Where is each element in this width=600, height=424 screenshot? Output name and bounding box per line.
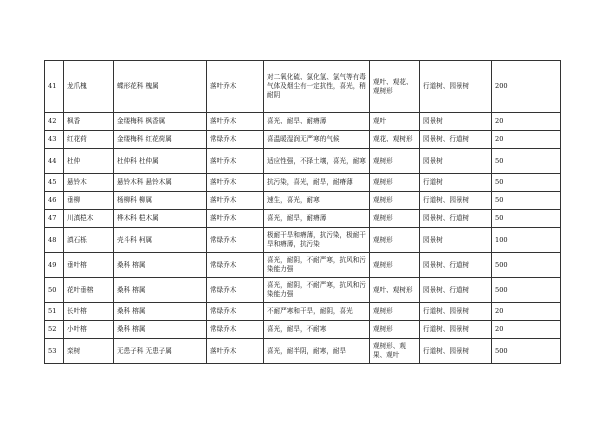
plant-type-cell: 落叶乔木 — [207, 174, 264, 192]
quantity-cell: 200 — [492, 61, 561, 113]
plant-name-cell: 长叶榕 — [64, 303, 114, 321]
plant-type-cell: 落叶乔木 — [207, 113, 264, 131]
plant-name-cell: 杜仲 — [64, 149, 114, 174]
growth-traits-cell: 喜光，耐阴，不耐严寒，抗风和污染能力强 — [264, 253, 370, 278]
row-number-cell: 50 — [45, 278, 64, 303]
ornamental-feature-cell: 观叶、观树形 — [370, 278, 420, 303]
row-number-cell: 47 — [45, 210, 64, 228]
table-row — [45, 303, 561, 321]
growth-traits-cell: 喜光，耐阴，不耐严寒，抗风和污染能力强 — [264, 278, 370, 303]
plant-name-cell: 川滇桤木 — [64, 210, 114, 228]
ornamental-feature-cell: 观树形 — [370, 149, 420, 174]
quantity-cell: 50 — [492, 192, 561, 210]
plant-name-cell: 滇石栎 — [64, 228, 114, 253]
row-number-cell: 52 — [45, 321, 64, 339]
table-row — [45, 61, 561, 113]
growth-traits-cell: 抗污染，喜光，耐旱，耐瘠薄 — [264, 174, 370, 192]
landscape-use-cell: 行道树 — [420, 174, 492, 192]
plant-name-cell: 栾树 — [64, 339, 114, 364]
quantity-cell: 500 — [492, 253, 561, 278]
landscape-use-cell: 行道树、园景树 — [420, 303, 492, 321]
landscape-use-cell: 行道树、园景树 — [420, 61, 492, 113]
quantity-cell: 50 — [492, 174, 561, 192]
growth-traits-cell: 极耐干旱和瘠薄，抗污染，极耐干旱和瘠薄，抗污染 — [264, 228, 370, 253]
row-number-cell: 48 — [45, 228, 64, 253]
plant-type-cell: 常绿乔木 — [207, 131, 264, 149]
ornamental-feature-cell: 观树形 — [370, 321, 420, 339]
plant-table-body — [45, 61, 561, 364]
table-row — [45, 339, 561, 364]
growth-traits-cell: 对二氧化硫、氯化氢、氯气等有毒气体及烟尘有一定抗性，喜光，稍耐阴 — [264, 61, 370, 113]
table-row — [45, 192, 561, 210]
family-genus-cell: 金缕梅科 枫香属 — [114, 113, 207, 131]
plant-type-cell: 常绿乔木 — [207, 253, 264, 278]
family-genus-cell: 桑科 榕属 — [114, 303, 207, 321]
plant-list-sheet — [44, 60, 561, 364]
plant-name-cell: 悬铃木 — [64, 174, 114, 192]
plant-type-cell: 常绿乔木 — [207, 228, 264, 253]
plant-type-cell: 落叶乔木 — [207, 210, 264, 228]
table-row — [45, 253, 561, 278]
family-genus-cell: 桑科 榕属 — [114, 253, 207, 278]
ornamental-feature-cell: 观花、观树形 — [370, 131, 420, 149]
plant-name-cell: 花叶垂榕 — [64, 278, 114, 303]
ornamental-feature-cell: 观树形 — [370, 253, 420, 278]
growth-traits-cell: 喜光，耐旱，不耐寒 — [264, 321, 370, 339]
growth-traits-cell: 喜光，耐半阴，耐寒，耐旱 — [264, 339, 370, 364]
ornamental-feature-cell: 观树形、观果、观叶 — [370, 339, 420, 364]
ornamental-feature-cell: 观叶 — [370, 113, 420, 131]
row-number-cell: 41 — [45, 61, 64, 113]
table-row — [45, 131, 561, 149]
table-row — [45, 278, 561, 303]
growth-traits-cell: 速生，喜光，耐寒 — [264, 192, 370, 210]
ornamental-feature-cell: 观叶、观花、观树形 — [370, 61, 420, 113]
plant-name-cell: 垂柳 — [64, 192, 114, 210]
family-genus-cell: 壳斗科 柯属 — [114, 228, 207, 253]
family-genus-cell: 桦木科 桤木属 — [114, 210, 207, 228]
plant-type-cell: 落叶乔木 — [207, 61, 264, 113]
family-genus-cell: 桑科 榕属 — [114, 278, 207, 303]
plant-name-cell: 龙爪槐 — [64, 61, 114, 113]
plant-type-cell: 落叶乔木 — [207, 339, 264, 364]
quantity-cell: 20 — [492, 131, 561, 149]
growth-traits-cell: 喜温暖湿润无严寒的气候 — [264, 131, 370, 149]
landscape-use-cell: 行道树、园景树 — [420, 321, 492, 339]
table-row — [45, 321, 561, 339]
landscape-use-cell: 行道树、园景树 — [420, 339, 492, 364]
plant-type-cell: 落叶乔木 — [207, 192, 264, 210]
growth-traits-cell: 喜光，耐旱，耐瘠薄 — [264, 210, 370, 228]
ornamental-feature-cell: 观树形 — [370, 228, 420, 253]
row-number-cell: 46 — [45, 192, 64, 210]
plant-type-cell: 常绿乔木 — [207, 303, 264, 321]
family-genus-cell: 无患子科 无患子属 — [114, 339, 207, 364]
row-number-cell: 45 — [45, 174, 64, 192]
ornamental-feature-cell: 观树形 — [370, 192, 420, 210]
landscape-use-cell: 行道树、园景树 — [420, 192, 492, 210]
quantity-cell: 50 — [492, 210, 561, 228]
table-row — [45, 210, 561, 228]
quantity-cell: 20 — [492, 113, 561, 131]
plant-table — [44, 60, 561, 364]
quantity-cell: 20 — [492, 321, 561, 339]
family-genus-cell: 桑科 榕属 — [114, 321, 207, 339]
landscape-use-cell: 园景树、行道树 — [420, 253, 492, 278]
plant-type-cell: 常绿乔木 — [207, 278, 264, 303]
row-number-cell: 44 — [45, 149, 64, 174]
growth-traits-cell: 不耐严寒和干旱，耐阴，喜光 — [264, 303, 370, 321]
table-row — [45, 113, 561, 131]
table-row — [45, 149, 561, 174]
row-number-cell: 49 — [45, 253, 64, 278]
family-genus-cell: 金缕梅科 红花荷属 — [114, 131, 207, 149]
landscape-use-cell: 园景树 — [420, 149, 492, 174]
row-number-cell: 53 — [45, 339, 64, 364]
table-row — [45, 174, 561, 192]
ornamental-feature-cell: 观树形 — [370, 210, 420, 228]
plant-name-cell: 枫香 — [64, 113, 114, 131]
plant-name-cell: 红花荷 — [64, 131, 114, 149]
landscape-use-cell: 园景树、行道树 — [420, 131, 492, 149]
plant-type-cell: 落叶乔木 — [207, 149, 264, 174]
row-number-cell: 42 — [45, 113, 64, 131]
ornamental-feature-cell: 观树形 — [370, 174, 420, 192]
quantity-cell: 500 — [492, 278, 561, 303]
plant-name-cell: 垂叶榕 — [64, 253, 114, 278]
family-genus-cell: 蝶形花科 槐属 — [114, 61, 207, 113]
row-number-cell: 51 — [45, 303, 64, 321]
family-genus-cell: 杜仲科 杜仲属 — [114, 149, 207, 174]
landscape-use-cell: 园景树 — [420, 228, 492, 253]
quantity-cell: 500 — [492, 339, 561, 364]
family-genus-cell: 杨柳科 柳属 — [114, 192, 207, 210]
quantity-cell: 20 — [492, 303, 561, 321]
growth-traits-cell: 适应性强，不择土壤，喜光，耐寒 — [264, 149, 370, 174]
quantity-cell: 50 — [492, 149, 561, 174]
row-number-cell: 43 — [45, 131, 64, 149]
landscape-use-cell: 园景树 — [420, 113, 492, 131]
table-row — [45, 228, 561, 253]
growth-traits-cell: 喜光、耐旱、耐瘠薄 — [264, 113, 370, 131]
quantity-cell: 100 — [492, 228, 561, 253]
landscape-use-cell: 园景树、行道树 — [420, 278, 492, 303]
plant-name-cell: 小叶榕 — [64, 321, 114, 339]
plant-type-cell: 常绿乔木 — [207, 321, 264, 339]
landscape-use-cell: 园景树、行道树 — [420, 210, 492, 228]
family-genus-cell: 悬铃木科 悬铃木属 — [114, 174, 207, 192]
ornamental-feature-cell: 观树形 — [370, 303, 420, 321]
